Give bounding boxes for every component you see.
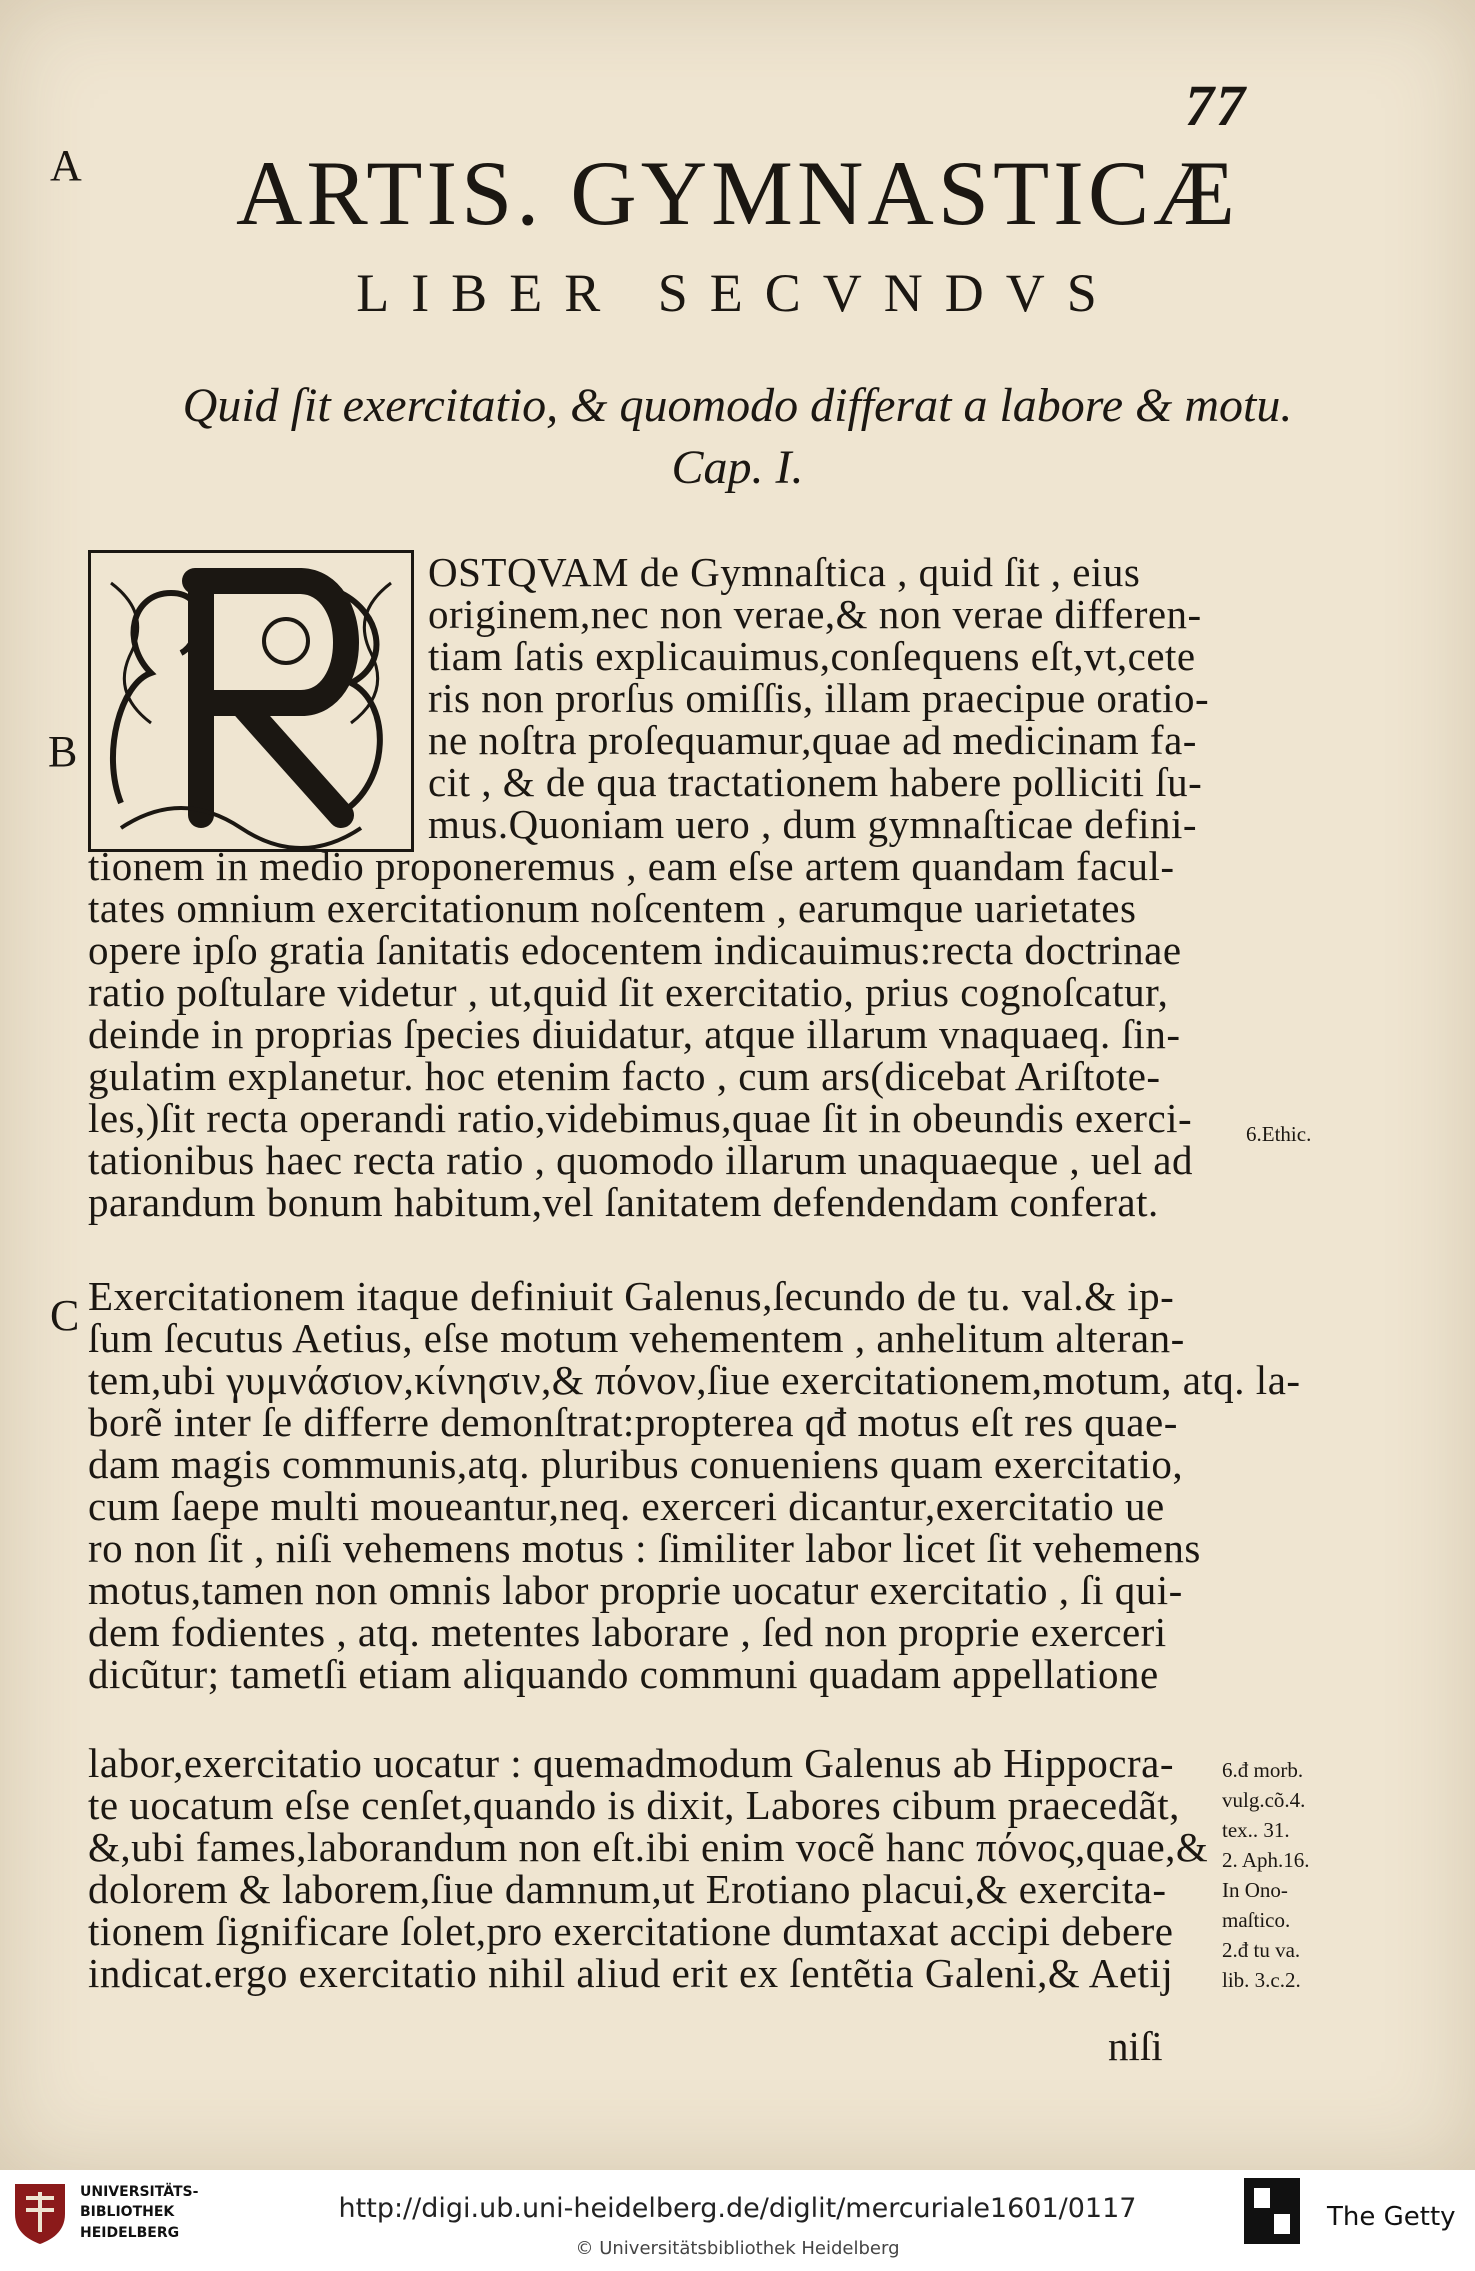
text-line-1: OSTQVAM de Gymnaſtica , quid ſit , eius — [428, 549, 1141, 595]
partner-name: The Getty — [1327, 2202, 1456, 2232]
text-line-3: tiam ſatis explicauimus,conſequens eſt,vt,cete — [428, 633, 1196, 679]
text-line-29: &,ubi fames,laborandum non eſt.ibi enim vocẽ hanc πόνος,quae,& — [88, 1824, 1209, 1870]
text-line-11: ratio poſtulare videtur , ut,quid ſit exercitatio, prius cognoſcatur, — [88, 969, 1169, 1015]
marginal-note: vulg.cõ.4. — [1222, 1788, 1306, 1812]
book-subtitle: LIBER SECVNDVS — [356, 263, 1119, 323]
margin-letter-a: A — [50, 141, 82, 190]
text-line-27: labor,exercitatio uocatur : quemadmodum Galenus ab Hippocra- — [88, 1740, 1175, 1786]
text-line-32: indicat.ergo exercitatio nihil aliud erit ex ſentẽtia Galeni,& Aetij — [88, 1950, 1174, 1996]
marginal-note: maſtico. — [1222, 1908, 1291, 1932]
page-number: 77 — [1185, 73, 1247, 138]
text-line-18: ſum ſecutus Aetius, eſse motum vehementem , anhelitum alteran- — [88, 1315, 1185, 1361]
marginal-note: 2.đ tu va. — [1222, 1938, 1301, 1962]
text-line-5: ne noſtra proſequamur,quae ad medicinam fa- — [428, 717, 1197, 763]
text-line-4: ris non prorſus omiſſis, illam praecipue oratio- — [428, 675, 1210, 721]
text-line-6: cit , & de qua tractationem habere polliciti ſu- — [428, 759, 1203, 805]
text-line-16: parandum bonum habitum,vel ſanitatem defendendam conferat. — [88, 1179, 1159, 1225]
text-line-2: originem,nec non verae,& non verae differen- — [428, 591, 1202, 637]
text-line-12: deinde in proprias ſpecies diuidatur, atque illarum vnaquaeq. ſin- — [88, 1011, 1181, 1057]
copyright-notice: © Universitätsbibliothek Heidelberg — [575, 2238, 900, 2259]
decorated-initial-icon — [88, 550, 414, 852]
text-line-7: mus.Quoniam uero , dum gymnaſticae defini- — [428, 801, 1198, 847]
text-line-22: cum ſaepe multi moueantur,neq. exerceri dicantur,exercitatio ue — [88, 1483, 1165, 1529]
marginal-note: tex.. 31. — [1222, 1818, 1290, 1842]
marginal-note: In Ono- — [1222, 1878, 1288, 1902]
text-line-25: dem fodientes , atq. metentes laborare , ſed non proprie exerceri — [88, 1609, 1167, 1655]
text-line-15: tationibus haec recta ratio , quomodo illarum unaquaeque , uel ad — [88, 1137, 1193, 1183]
text-line-31: tionem ſignificare ſolet,pro exercitatione dumtaxat accipi debere — [88, 1908, 1174, 1954]
text-line-23: ro non ſit , niſi vehemens motus : ſimiliter labor licet ſit vehemens — [88, 1525, 1201, 1571]
margin-letter-b: B — [48, 727, 78, 776]
marginal-note: 2. Aph.16. — [1222, 1848, 1310, 1872]
chapter-number: Cap. I. — [671, 441, 804, 494]
text-line-24: motus,tamen non omnis labor proprie uocatur exercitatio , ſi qui- — [88, 1567, 1183, 1613]
text-line-10: opere ipſo gratia ſanitatis edocentem indicauimus:recta doctrinae — [88, 927, 1182, 973]
text-line-8: tionem in medio proponeremus , eam eſse artem quandam facul- — [88, 843, 1175, 889]
library-logo-text: UNIVERSITÄTS- BIBLIOTHEK HEIDELBERG — [80, 2184, 199, 2241]
marginal-note: 6.Ethic. — [1246, 1122, 1312, 1146]
marginal-note: 6.đ morb. — [1222, 1758, 1304, 1782]
text-line-14: les,)ſit recta operandi ratio,videbimus,quae ſit in obeundis exerci- — [88, 1095, 1193, 1141]
text-line-17: Exercitationem itaque definiuit Galenus,ſecundo de tu. val.& ip- — [88, 1273, 1175, 1319]
text-line-28: te uocatum eſse cenſet,quando is dixit, Labores cibum praecedãt, — [88, 1782, 1180, 1828]
text-line-30: dolorem & laborem,ſiue damnum,ut Erotiano placui,& exercita- — [88, 1866, 1167, 1912]
source-url[interactable]: http://digi.ub.uni-heidelberg.de/diglit/mercuriale1601/0117 — [338, 2193, 1137, 2224]
text-line-26: dicũtur; tametſi etiam aliquando communi quadam appellatione — [88, 1651, 1159, 1697]
chapter-heading: Quid ſit exercitatio, & quomodo differat a labore & motu. — [182, 379, 1293, 432]
marginal-note: lib. 3.c.2. — [1222, 1968, 1301, 1992]
catchword: niſi — [1108, 2023, 1163, 2069]
margin-letter-c: C — [50, 1291, 80, 1340]
book-title: ARTIS. GYMNASTICÆ — [235, 142, 1239, 244]
getty-logo-icon — [1242, 2176, 1302, 2246]
text-line-20: borẽ inter ſe differre demonſtrat:propterea qđ motus eſt res quae- — [88, 1399, 1178, 1445]
text-line-21: dam magis communis,atq. pluribus conueniens quam exercitatio, — [88, 1441, 1184, 1487]
text-line-19: tem,ubi γυμνάσιον,κίνησιν,& πόνον,ſiue exercitationem,motum, atq. la- — [88, 1357, 1301, 1403]
text-line-13: gulatim explanetur. hoc etenim facto , cum ars(dicebat Ariſtote- — [88, 1053, 1161, 1099]
text-line-9: tates omnium exercitationum noſcentem , earumque uarietates — [88, 885, 1137, 931]
